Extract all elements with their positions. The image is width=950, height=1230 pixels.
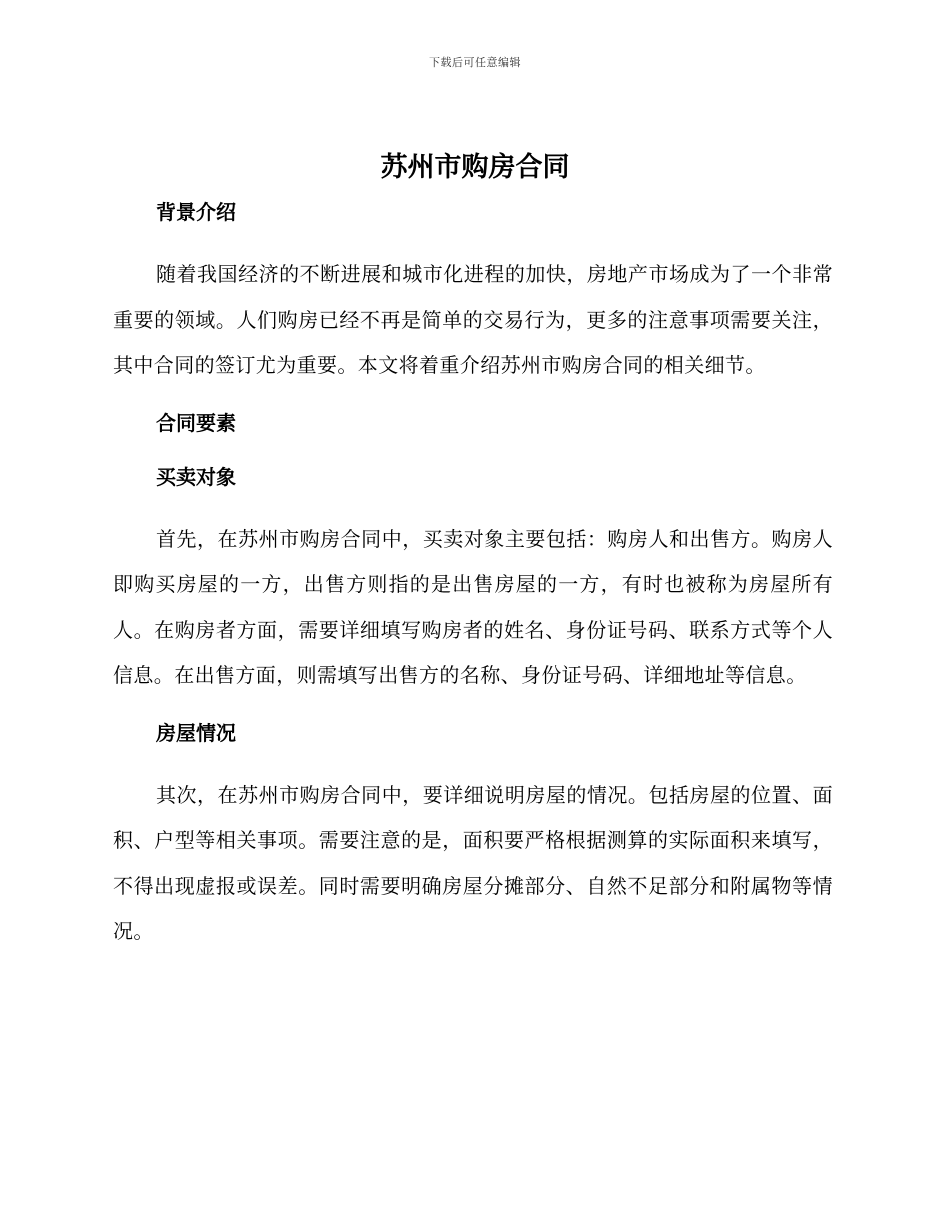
paragraph-parties: 首先，在苏州市购房合同中，买卖对象主要包括：购房人和出售方。购房人即购买房屋的一方，出售方则指的是出售房屋的一方，有时也被称为房屋所有人。在购房者方面，需要详细填写购房者的姓名、身份证号码、联系方式等个人信息。在出售方面，则需填写出售方的名称、身份证号码、详细地址等信息。 (113, 526, 833, 687)
paragraph-house: 其次，在苏州市购房合同中，要详细说明房屋的情况。包括房屋的位置、面积、户型等相关事项。需要注意的是，面积要严格根据测算的实际面积来填写，不得出现虚报或误差。同时需要明确房屋分摊部分、自然不足部分和附属物等情况。 (113, 782, 833, 943)
spacer (113, 699, 833, 717)
document-title: 苏州市购房合同 (380, 152, 570, 183)
spacer (113, 389, 833, 407)
section-heading-background: 背景介绍 (156, 200, 236, 224)
section-heading-parties: 买卖对象 (156, 464, 236, 489)
page-header-note: 下载后可任意编辑 (429, 56, 521, 69)
section-heading-house: 房屋情况 (156, 720, 236, 745)
document-body (113, 196, 833, 955)
spacer (113, 493, 833, 517)
spacer (113, 439, 833, 461)
section-heading-contract-elements: 合同要素 (156, 410, 236, 435)
spacer (113, 749, 833, 773)
paragraph-background: 随着我国经济的不断进展和城市化进程的加快，房地产市场成为了一个非常重要的领域。人们购房已经不再是简单的交易行为，更多的注意事项需要关注，其中合同的签订尤为重要。本文将着重介绍苏州市购房合同的相关细节。 (113, 262, 833, 377)
spacer (113, 228, 833, 252)
